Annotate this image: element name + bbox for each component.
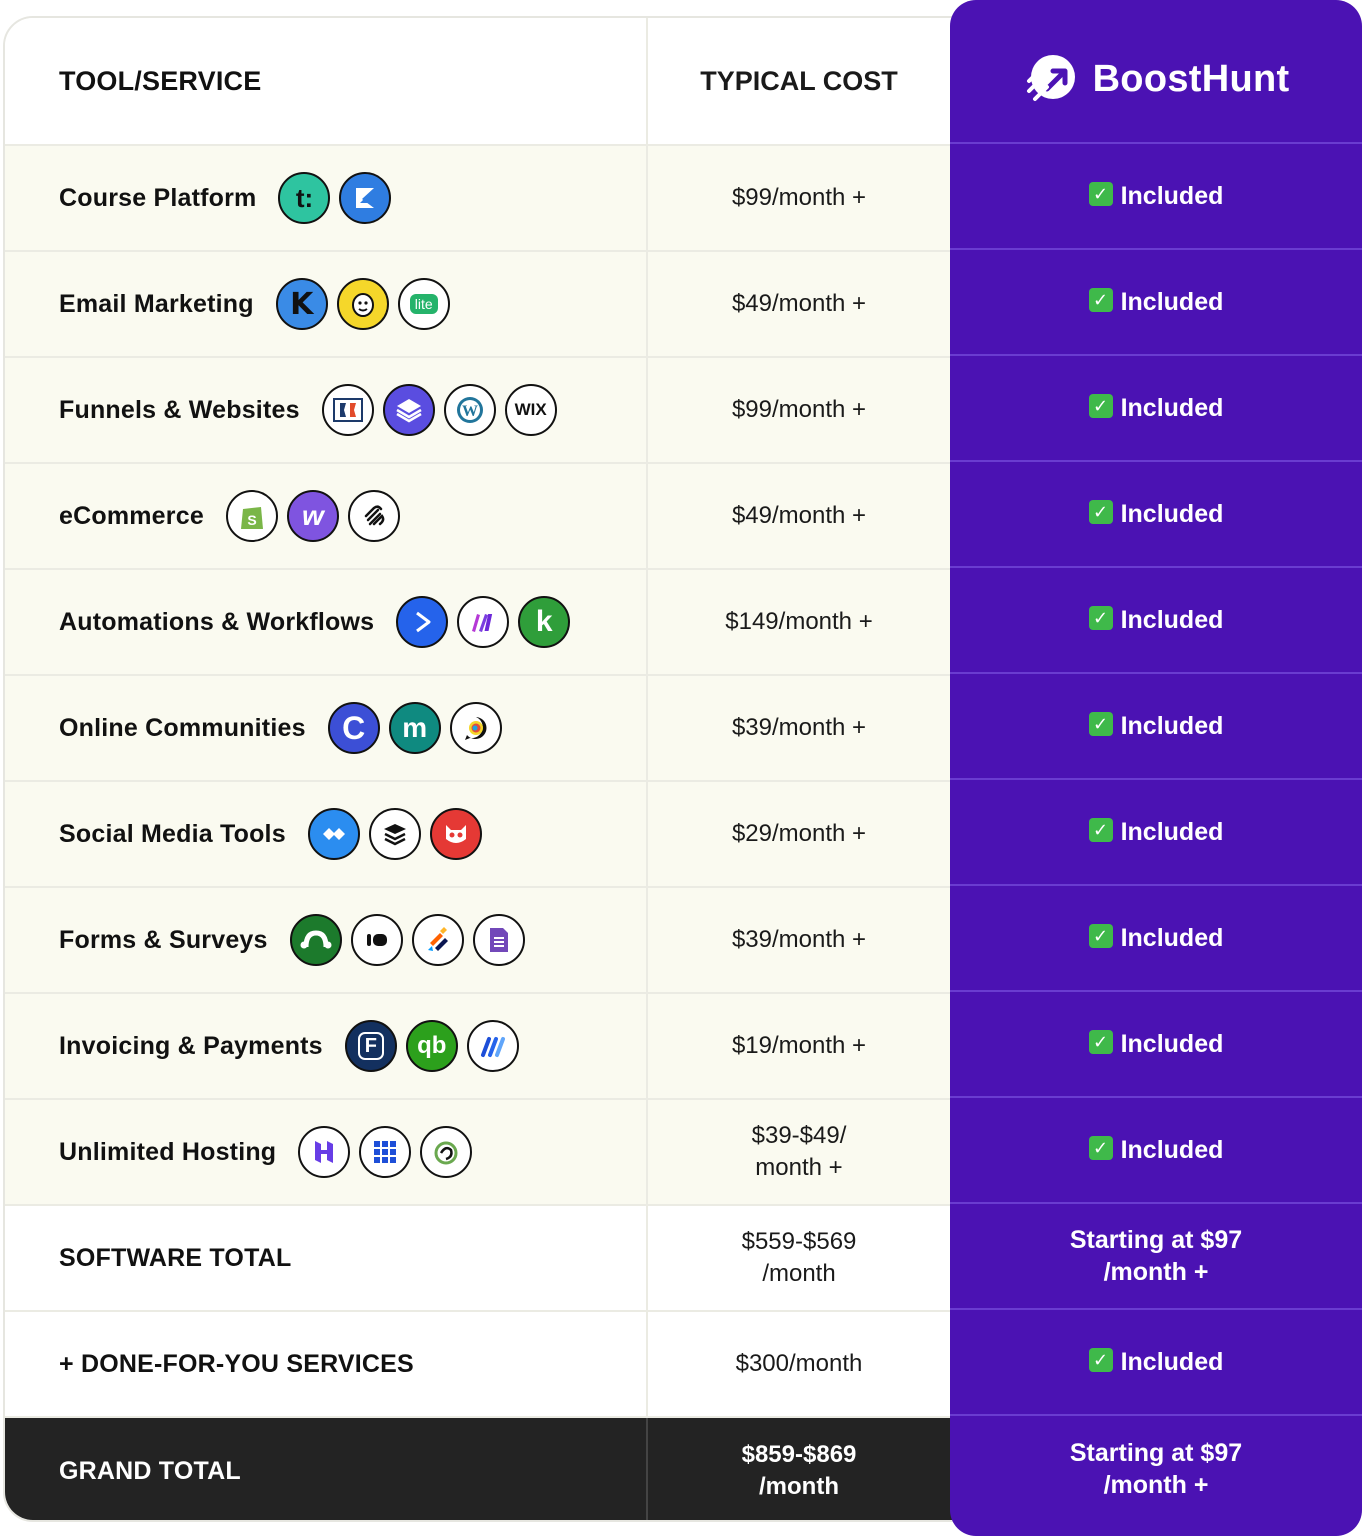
row-cost: $49/month + (731, 290, 867, 317)
included-text: Included (1120, 182, 1224, 210)
boosthunt-cell (950, 886, 1362, 992)
row-cost-line1: $39-$49/ (751, 1122, 847, 1149)
surveymonkey-icon (290, 914, 342, 966)
teachable-icon: t: (278, 172, 330, 224)
check-icon: ✓ (1089, 712, 1113, 736)
services-cost: $300/month (735, 1350, 863, 1377)
included-text: Included (1120, 1348, 1224, 1376)
check-icon: ✓ (1089, 924, 1113, 948)
wix-icon: WIX (505, 384, 557, 436)
sprout-social-icon (308, 808, 360, 860)
boosthunt-cell (950, 462, 1362, 568)
circle-icon: C (328, 702, 380, 754)
kartra-icon (383, 384, 435, 436)
check-icon: ✓ (1089, 1348, 1113, 1372)
typeform-icon (351, 914, 403, 966)
check-icon: ✓ (1089, 182, 1113, 206)
woocommerce-icon: w (287, 490, 339, 542)
row-label: Unlimited Hosting (59, 1137, 277, 1166)
boosthunt-software-total (950, 1204, 1362, 1310)
row-cost: $99/month + (731, 396, 867, 423)
svg-text:W: W (461, 403, 478, 420)
freshbooks-icon: F (345, 1020, 397, 1072)
boosthunt-cell (950, 568, 1362, 674)
shopify-icon (226, 490, 278, 542)
boosthunt-software-total-line1: Starting at $97 (1069, 1226, 1243, 1254)
boosthunt-brand-name: BoostHunt (1092, 58, 1290, 100)
check-icon: ✓ (1089, 1030, 1113, 1054)
google-forms-icon (473, 914, 525, 966)
boosthunt-cell (950, 992, 1362, 1098)
row-label: Course Platform (59, 183, 257, 212)
klaviyo-icon: K (276, 278, 328, 330)
discourse-icon (450, 702, 502, 754)
check-icon: ✓ (1089, 818, 1113, 842)
row-cost: $49/month + (731, 502, 867, 529)
hostinger-icon (298, 1126, 350, 1178)
boosthunt-cell (950, 144, 1362, 250)
row-cost: $149/month + (725, 608, 873, 635)
included-text: Included (1120, 924, 1224, 952)
boosthunt-cell (950, 356, 1362, 462)
svg-text:S: S (247, 512, 257, 528)
boosthunt-cell (950, 1098, 1362, 1204)
activecampaign-icon (396, 596, 448, 648)
row-label: Online Communities (59, 713, 306, 742)
row-label: Email Marketing (59, 289, 254, 318)
software-total-cost-line1: $559-$569 (741, 1228, 857, 1255)
boosthunt-services (950, 1310, 1362, 1416)
wordpress-icon (444, 384, 496, 436)
row-label: Forms & Surveys (59, 925, 268, 954)
services-label: + DONE-FOR-YOU SERVICES (59, 1349, 414, 1378)
check-icon: ✓ (1089, 288, 1113, 312)
header-tool-service: TOOL/SERVICE (59, 65, 262, 96)
hootsuite-icon (430, 808, 482, 860)
mailerlite-icon: lite (398, 278, 450, 330)
boosthunt-header (950, 16, 1362, 144)
check-icon: ✓ (1089, 606, 1113, 630)
quickbooks-icon: qb (406, 1020, 458, 1072)
row-label: Social Media Tools (59, 819, 286, 848)
included-text: Included (1120, 1030, 1224, 1058)
boosthunt-grand-total-line2: /month + (1103, 1471, 1209, 1499)
check-icon: ✓ (1089, 500, 1113, 524)
jotform-icon (412, 914, 464, 966)
boosthunt-grand-total-line1: Starting at $97 (1069, 1439, 1243, 1467)
make-icon (457, 596, 509, 648)
included-text: Included (1120, 1136, 1224, 1164)
row-label: Funnels & Websites (59, 395, 300, 424)
wave-icon (467, 1020, 519, 1072)
included-text: Included (1120, 500, 1224, 528)
row-cost: $99/month + (731, 184, 867, 211)
mighty-networks-icon: m (389, 702, 441, 754)
row-label: Automations & Workflows (59, 607, 375, 636)
row-cost: $39/month + (731, 926, 867, 953)
boosthunt-cell (950, 250, 1362, 356)
included-text: Included (1120, 606, 1224, 634)
boosthunt-grand-total (950, 1416, 1362, 1522)
boosthunt-cell (950, 674, 1362, 780)
kajabi-icon (339, 172, 391, 224)
grand-total-cost-line1: $859-$869 (741, 1441, 857, 1468)
squarespace-icon (348, 490, 400, 542)
row-cost-line2: month + (755, 1154, 843, 1181)
check-icon: ✓ (1089, 394, 1113, 418)
mailchimp-icon (337, 278, 389, 330)
grand-total-cost-line2: /month (759, 1473, 839, 1500)
buffer-icon (369, 808, 421, 860)
row-label: eCommerce (59, 501, 204, 530)
row-cost: $19/month + (731, 1032, 867, 1059)
row-label: Invoicing & Payments (59, 1031, 323, 1060)
grand-total-label: GRAND TOTAL (59, 1456, 241, 1485)
row-cost: $39/month + (731, 714, 867, 741)
included-text: Included (1120, 394, 1224, 422)
bluehost-icon (359, 1126, 411, 1178)
siteground-icon (420, 1126, 472, 1178)
included-text: Included (1120, 712, 1224, 740)
boosthunt-cell (950, 780, 1362, 886)
row-cost: $29/month + (731, 820, 867, 847)
check-icon: ✓ (1089, 1136, 1113, 1160)
included-text: Included (1120, 818, 1224, 846)
keap-icon: k (518, 596, 570, 648)
header-typical-cost: TYPICAL COST (700, 66, 898, 96)
software-total-label: SOFTWARE TOTAL (59, 1243, 292, 1272)
boosthunt-software-total-line2: /month + (1103, 1258, 1209, 1286)
software-total-cost-line2: /month (762, 1260, 836, 1287)
clickfunnels-icon (322, 384, 374, 436)
boosthunt-rocket-logo-icon (1023, 51, 1079, 107)
included-text: Included (1120, 288, 1224, 316)
